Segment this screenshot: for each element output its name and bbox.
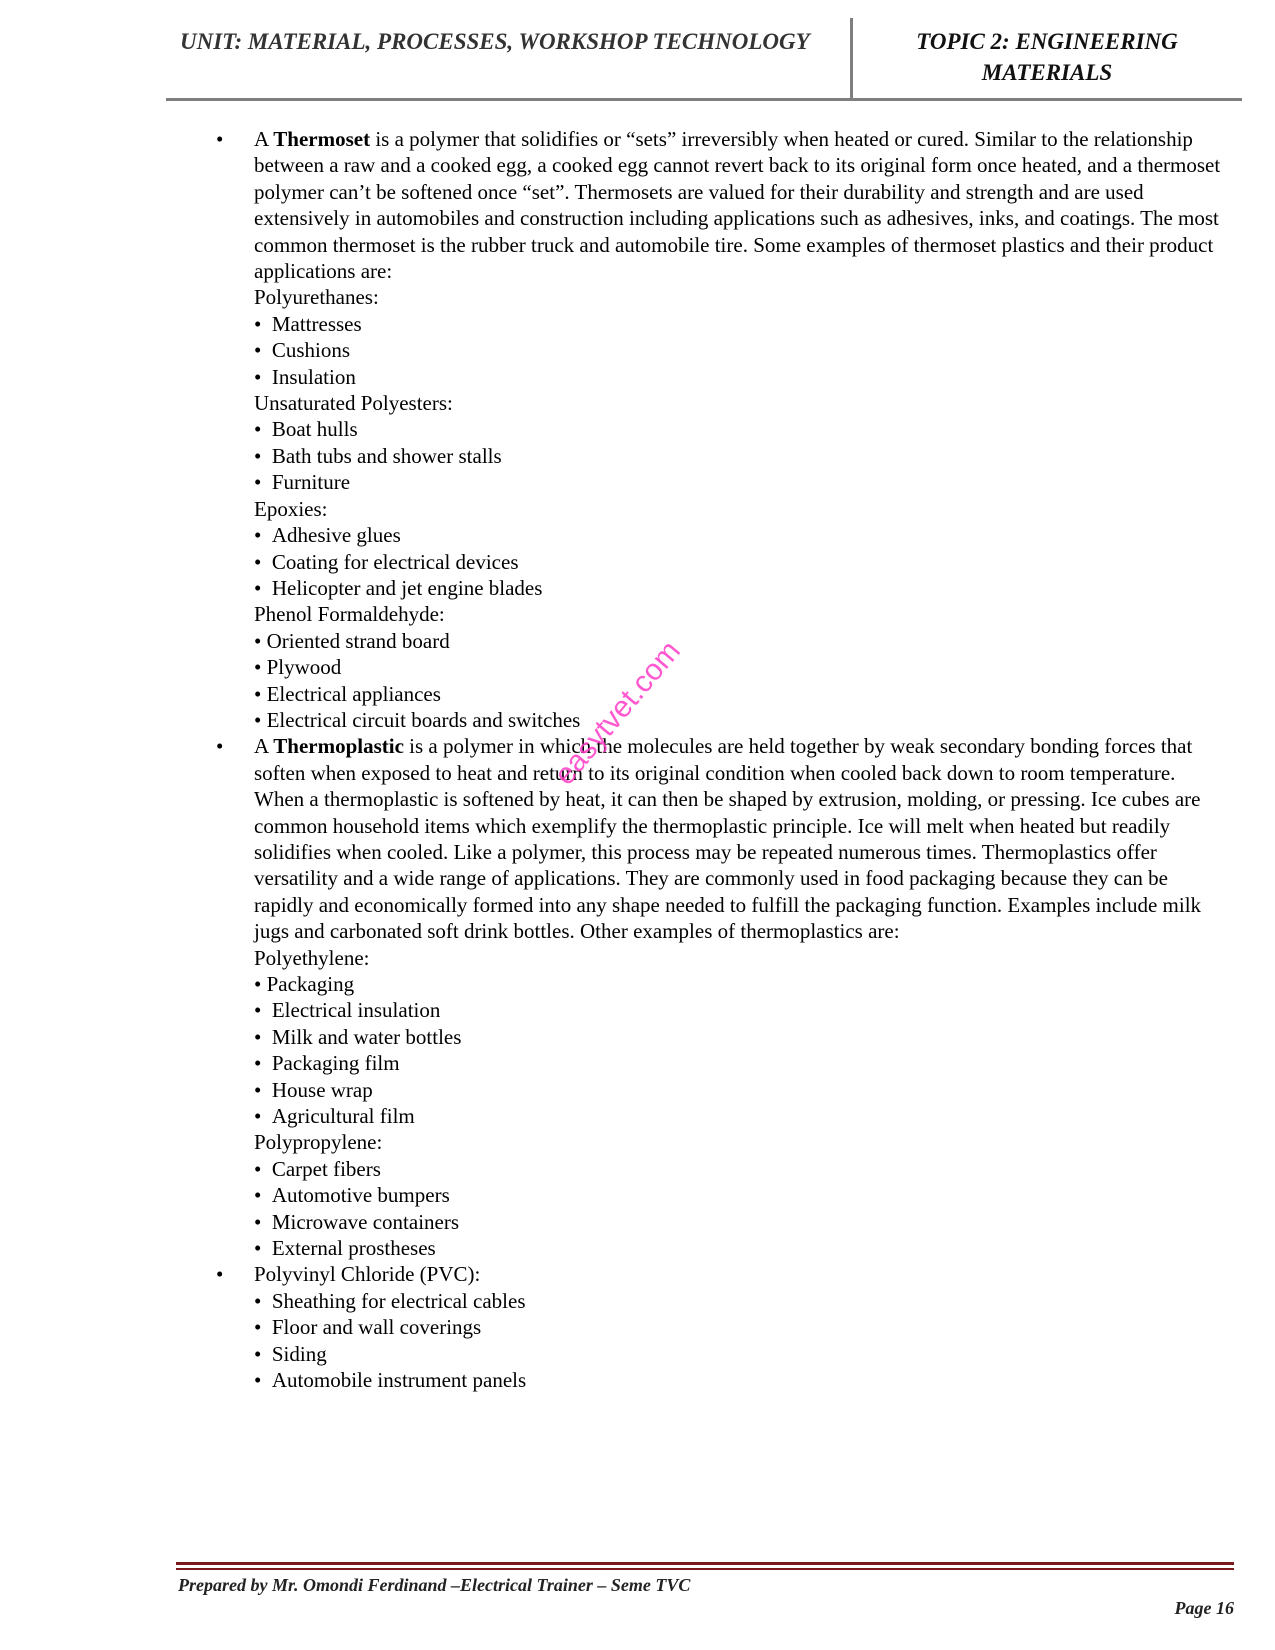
prepared-by: Prepared by Mr. Omondi Ferdinand –Electrical Trainer – Seme TVC xyxy=(178,1575,691,1595)
bullet-marker: • xyxy=(216,1262,224,1287)
list-item: • Electrical insulation xyxy=(254,997,1225,1023)
thermoplastic-section xyxy=(0,733,1275,1261)
lead-text: A xyxy=(254,127,274,151)
list-item: • Floor and wall coverings xyxy=(254,1314,1225,1340)
list-item: • Agricultural film xyxy=(254,1103,1225,1129)
list-item: • Milk and water bottles xyxy=(254,1024,1225,1050)
group-title: Polyethylene: xyxy=(254,945,370,970)
list-item: • Packaging film xyxy=(254,1050,1225,1076)
footer-rule xyxy=(176,1562,1234,1565)
page-footer xyxy=(176,1562,1234,1618)
list-item: • Boat hulls xyxy=(254,416,1225,442)
list-item: • Electrical circuit boards and switches xyxy=(254,707,1225,733)
group-title: Polyvinyl Chloride (PVC): xyxy=(254,1262,481,1287)
thermoplastic-text: is a polymer in which the molecules are held together by weak secondary bonding forces that soften when exposed to heat and return to its original condition when cooled back down to room temperature. When a thermoplastic is softened by heat, it can then be shaped by extrusion, molding, or pressing. Ice cubes are common household items which exemplify the thermoplastic principle. Ice will melt when heated but readily solidifies when cooled. Like a polymer, this process may be repeated numerous times. Thermoplastics offer versatility and a wide range of applications. They are commonly used in food packaging because they can be rapidly and economically formed into any shape needed to fulfill the packaging function. Examples include milk jugs and carbonated soft drink bottles. Other examples of thermoplastics are: xyxy=(254,734,1202,944)
thermoset-term: Thermoset xyxy=(273,127,371,151)
list-item: • Adhesive glues xyxy=(254,522,1225,548)
lead-text: A xyxy=(254,734,274,759)
group-title: Unsaturated Polyesters: xyxy=(254,391,453,416)
list-item: • Insulation xyxy=(254,364,1225,390)
watermark: easytvet.com xyxy=(548,634,687,792)
pvc-section xyxy=(0,1261,1275,1393)
list-item: • House wrap xyxy=(254,1077,1225,1103)
unit-title: UNIT: MATERIAL, PROCESSES, WORKSHOP TECHNOLOGY xyxy=(180,29,810,54)
list-item: • Sheathing for electrical cables xyxy=(254,1288,1225,1314)
list-item: • Oriented strand board xyxy=(254,628,1225,654)
thermoplastic-term: Thermoplastic xyxy=(273,734,404,759)
document-body xyxy=(0,126,1275,1394)
list-item: • Cushions xyxy=(254,337,1225,363)
list-item: • Automobile instrument panels xyxy=(254,1367,1225,1393)
list-item: • Electrical appliances xyxy=(254,681,1225,707)
page-number: Page 16 xyxy=(1174,1598,1234,1618)
list-item: • Packaging xyxy=(254,971,1225,997)
header-divider xyxy=(850,18,853,98)
group-title: Phenol Formaldehyde: xyxy=(254,602,445,627)
topic-title: TOPIC 2: ENGINEERING MATERIALS xyxy=(916,29,1178,85)
list-item: • Helicopter and jet engine blades xyxy=(254,575,1225,601)
list-item: • Coating for electrical devices xyxy=(254,549,1225,575)
list-item: • Microwave containers xyxy=(254,1209,1225,1235)
list-item: • Automotive bumpers xyxy=(254,1182,1225,1208)
list-item: • Bath tubs and shower stalls xyxy=(254,443,1225,469)
bullet-marker: • xyxy=(216,734,224,759)
thermoset-section xyxy=(0,126,1275,733)
page-header xyxy=(166,18,1242,101)
group-title: Epoxies: xyxy=(254,496,328,521)
list-item: • External prostheses xyxy=(254,1235,1225,1261)
list-item: • Siding xyxy=(254,1341,1225,1367)
list-item: • Plywood xyxy=(254,654,1225,680)
group-title: Polyurethanes: xyxy=(254,285,379,310)
thermoset-text: is a polymer that solidifies or “sets” irreversibly when heated or cured. Similar to the relationship between a raw and a cooked egg, a cooked egg cannot revert back to its original form once heated, and a thermoset polymer can’t be softened once “set”. Thermosets are valued for their durability and strength and are used extensively in automobiles and construction including applications such as adhesives, inks, and coatings. The most common thermoset is the rubber truck and automobile tire. Some examples of thermoset plastics and their product applications are: xyxy=(254,127,1221,284)
thermoplastic-paragraph xyxy=(254,733,1225,944)
list-item: • Furniture xyxy=(254,469,1225,495)
list-item: • Carpet fibers xyxy=(254,1156,1225,1182)
list-item: • Mattresses xyxy=(254,311,1225,337)
bullet-marker: • xyxy=(216,127,224,151)
group-title: Polypropylene: xyxy=(254,1130,383,1155)
thermoset-paragraph xyxy=(254,126,1225,284)
footer-rule xyxy=(176,1568,1234,1570)
